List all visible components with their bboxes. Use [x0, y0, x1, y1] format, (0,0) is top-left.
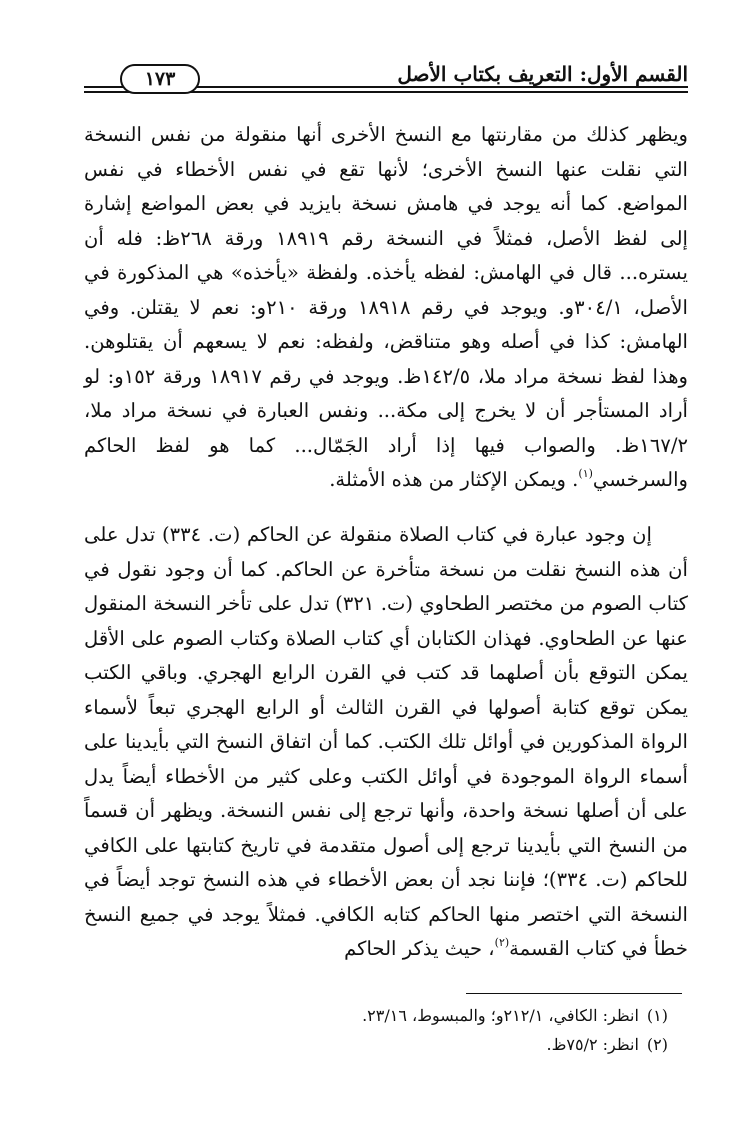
paragraph-1-tail: . ويمكن الإكثار من هذه الأمثلة.: [329, 468, 579, 491]
footnote-2: [108, 1030, 668, 1059]
footnote-ref-1: (١): [578, 467, 593, 480]
footnote-1-text: انظر: الكافي، ٢١٢/١و؛ والمبسوط، ٢٣/١٦.: [362, 1006, 639, 1025]
page-number-badge: ١٧٣: [120, 64, 200, 94]
running-header-title: القسم الأول: التعريف بكتاب الأصل: [397, 62, 688, 86]
footnotes: [108, 1001, 668, 1059]
body-paragraph-2: [84, 518, 688, 967]
running-header: [84, 58, 688, 104]
paragraph-2-tail: ، حيث يذكر الحاكم: [344, 937, 495, 960]
body-paragraph-1: [84, 118, 688, 498]
footnote-ref-2: (٢): [494, 936, 510, 949]
footnote-2-number: (٢): [646, 1035, 668, 1054]
footnote-1-number: (١): [646, 1006, 668, 1025]
paragraph-2-text: إن وجود عبارة في كتاب الصلاة منقولة عن الحاكم (ت. ٣٣٤) تدل على أن هذه النسخ نقلت من نسخة متأخرة عن الحاكم. كما أن وجود نقول في كتاب الصوم من مختصر الطحاوي (ت. ٣٢١) تدل على تأخر النسخة المنقول عنها عن الطحاوي. فهذان الكتابان أي كتاب الصلاة وكتاب الصوم على الأقل يمكن التوقع بأن أصلهما قد كتب في القرن الرابع الهجري. وباقي الكتب يمكن توقع كتابة أصولها في القرن الثالث أو الرابع الهجري تبعاً لأسماء الرواة المذكورين في أوائل تلك الكتب. كما أن اتفاق النسخ التي بأيدينا على أسماء الرواة الموجودة في أوائل الكتب وعلى كثير من الأخطاء أيضاً يدل على أن أصلها نسخة واحدة، وأنها ترجع إلى نفس النسخة. ويظهر أن قسماً من النسخ التي بأيدينا ترجع إلى أصول متقدمة في تاريخ كتابتها على الكافي للحاكم (ت. ٣٣٤)؛ فإننا نجد أن بعض الأخطاء في هذه النسخ توجد أيضاً في النسخة التي اختصر منها الحاكم كتابه الكافي. فمثلاً يوجد في جميع النسخ خطأ في كتاب القسمة: [84, 523, 688, 960]
footnote-separator: [466, 993, 682, 994]
paragraph-1-text: ويظهر كذلك من مقارنتها مع النسخ الأخرى أنها منقولة من نفس النسخة التي نقلت عنها النسخ الأخرى؛ لأنها تقع في نفس الأخطاء في نفس المواضع. كما أنه يوجد في هامش نسخة بايزيد في بعض المواضع إشارة إلى لفظ الأصل، فمثلاً في النسخة رقم ١٨٩١٩ ورقة ٢٦٨ظ: فله أن يستره... قال في الهامش: لفظه يأخذه. ولفظة «يأخذه» هي المذكورة في الأصل، ٣٠٤/١و. ويوجد في رقم ١٨٩١٨ ورقة ٢١٠و: نعم لا يقتلن. وفي الهامش: كذا في أصله وهو متناقض، ولفظه: نعم لا يسعهم أن يقتلوهن. وهذا لفظ نسخة مراد ملا، ١٤٢/٥ظ. ويوجد في رقم ١٨٩١٧ ورقة ١٥٢و: لو أراد المستأجر أن لا يخرج إلى مكة... ونفس العبارة في نسخة مراد ملا، ١٦٧/٢ظ. والصواب فيها إذا أراد الجَمّال... كما هو لفظ الحاكم والسرخسي: [84, 123, 689, 491]
footnote-1: [108, 1001, 668, 1030]
footnote-2-text: انظر: ٧٥/٢ظ.: [546, 1035, 639, 1054]
